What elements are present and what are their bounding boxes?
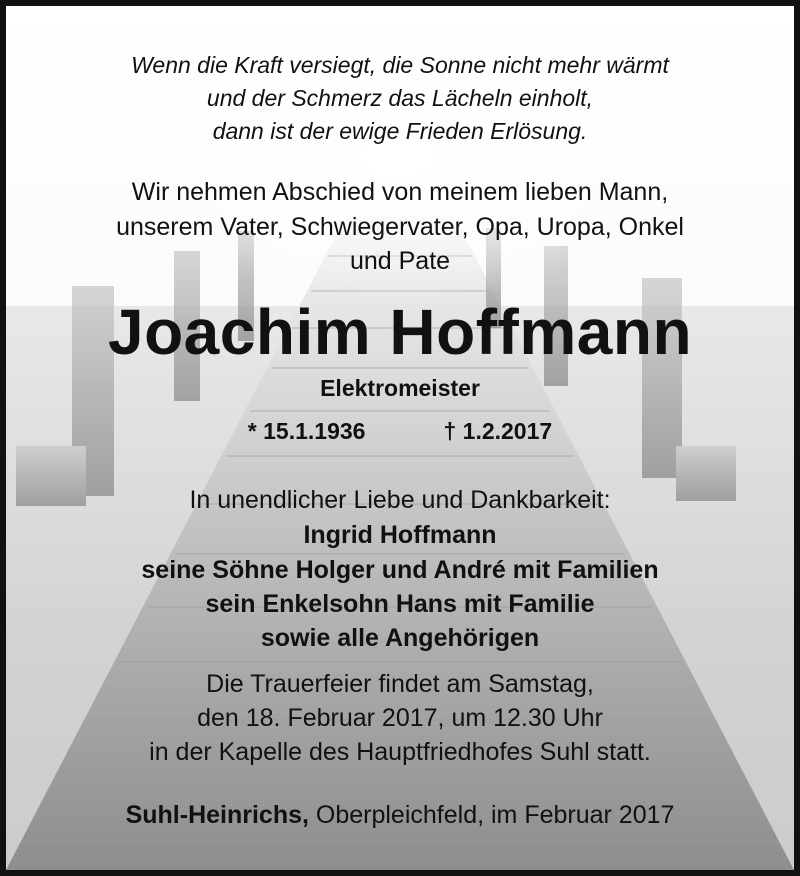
intro-line-3: und Pate [349, 247, 451, 275]
place-date-line [6, 801, 794, 830]
mourner-line-1: Ingrid Hoffmann [303, 521, 497, 549]
motto-line-1: Wenn die Kraft versiegt, die Sonne nicht mehr wärmt [131, 52, 669, 78]
life-dates [6, 418, 794, 444]
funeral-line-1: Die Trauerfeier findet am Samstag, [206, 670, 594, 698]
intro-line-1: Wir nehmen Abschied von meinem lieben Mann, [131, 178, 669, 206]
funeral-line-2: den 18. Februar 2017, um 12.30 Uhr [197, 704, 603, 732]
intro-line-2: unserem Vater, Schwiegervater, Opa, Uropa, Onkel [116, 213, 684, 241]
funeral-line-3: in der Kapelle des Hauptfriedhofes Suhl statt. [149, 738, 651, 766]
place-primary: Suhl-Heinrichs, [125, 801, 309, 829]
birth-date: * 15.1.1936 [247, 418, 366, 444]
mourner-line-2: seine Söhne Holger und André mit Familien [141, 556, 659, 584]
deceased-name: Joachim Hoffmann [107, 296, 693, 368]
mourner-line-3: sein Enkelsohn Hans mit Familie [205, 590, 595, 618]
place-date-rest: Oberpleichfeld, im Februar 2017 [308, 801, 675, 829]
mourner-line-4: sowie alle Angehörigen [260, 624, 540, 652]
mourners-title: In unendlicher Liebe und Dankbarkeit: [189, 486, 611, 514]
motto-line-2: und der Schmerz das Lächeln einholt, [206, 85, 594, 111]
deceased-profession: Elektromeister [320, 375, 480, 401]
death-date: † 1.2.2017 [443, 418, 553, 444]
motto-line-3: dann ist der ewige Frieden Erlösung. [212, 118, 588, 144]
notice-content [6, 6, 794, 870]
